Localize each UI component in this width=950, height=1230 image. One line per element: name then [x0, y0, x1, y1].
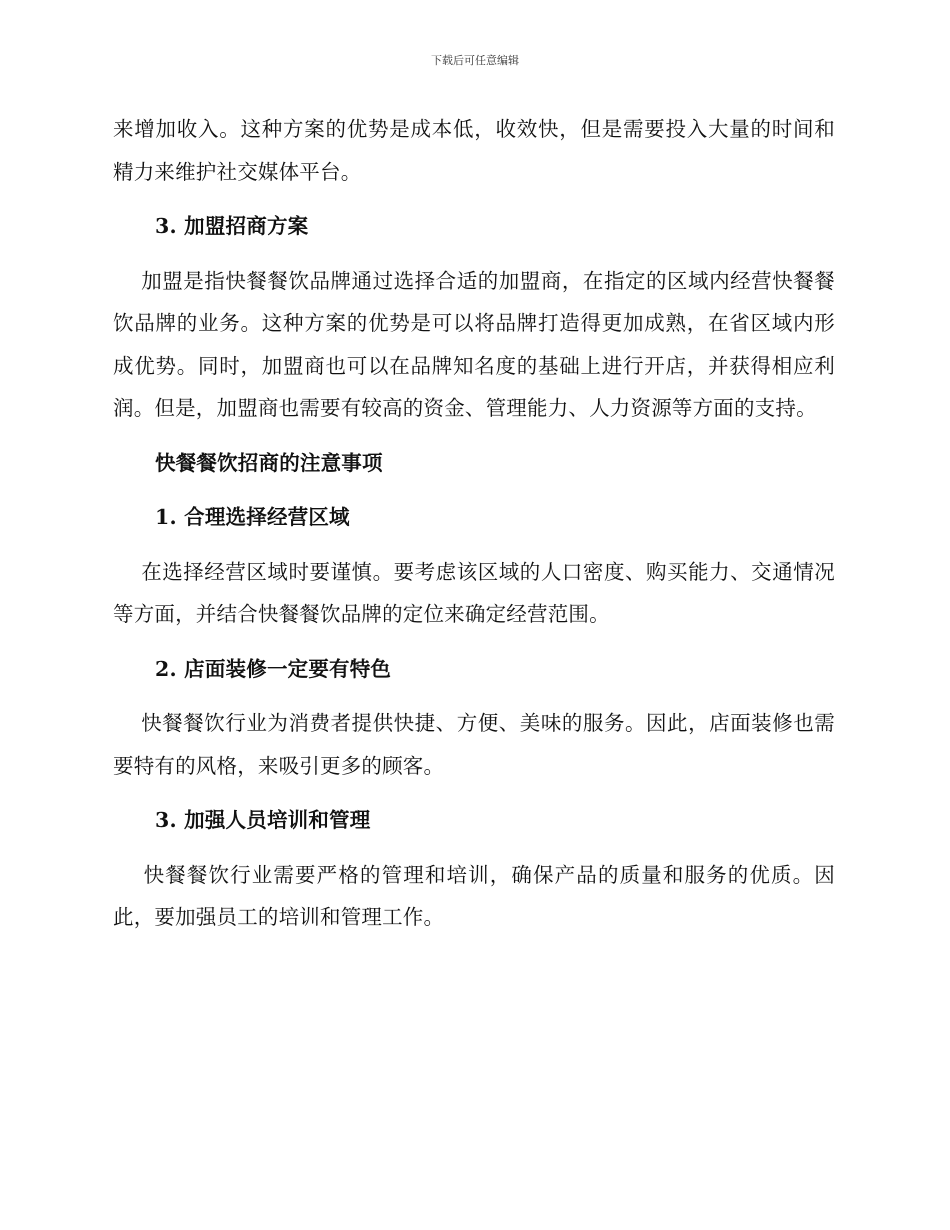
paragraph-business-area: 在选择经营区域时要谨慎。要考虑该区域的人口密度、购买能力、交通情况等方面，并结合快餐餐饮品牌的定位来确定经营范围。: [113, 559, 835, 626]
page-header: 下载后可任意编辑: [431, 54, 519, 67]
paragraph-store-decoration: 快餐餐饮行业为消费者提供快捷、方便、美味的服务。因此，店面装修也需要特有的风格，来吸引更多的顾客。: [113, 711, 835, 778]
paragraph-staff-training: 快餐餐饮行业需要严格的管理和培训，确保产品的质量和服务的优质。因此，要加强员工的培训和管理工作。: [113, 862, 835, 929]
paragraph-franchise-plan: 加盟是指快餐餐饮品牌通过选择合适的加盟商，在指定的区域内经营快餐餐饮品牌的业务。这种方案的优势是可以将品牌打造得更加成熟，在省区域内形成优势。同时，加盟商也可以在品牌知名度的基础上进行开店，并获得相应利润。但是，加盟商也需要有较高的资金、管理能力、人力资源等方面的支持。: [113, 268, 835, 420]
heading-store-decoration: 2. 店面装修一定要有特色: [155, 656, 392, 681]
document-body: [113, 108, 835, 939]
heading-notes: 快餐餐饮招商的注意事项: [155, 450, 383, 475]
paragraph-continuation: 来增加收入。这种方案的优势是成本低，收效快，但是需要投入大量的时间和精力来维护社交媒体平台。: [113, 117, 835, 184]
heading-staff-training: 3. 加强人员培训和管理: [155, 808, 371, 832]
heading-business-area: 1. 合理选择经营区域: [155, 505, 350, 529]
heading-franchise-plan: 3. 加盟招商方案: [155, 214, 309, 238]
